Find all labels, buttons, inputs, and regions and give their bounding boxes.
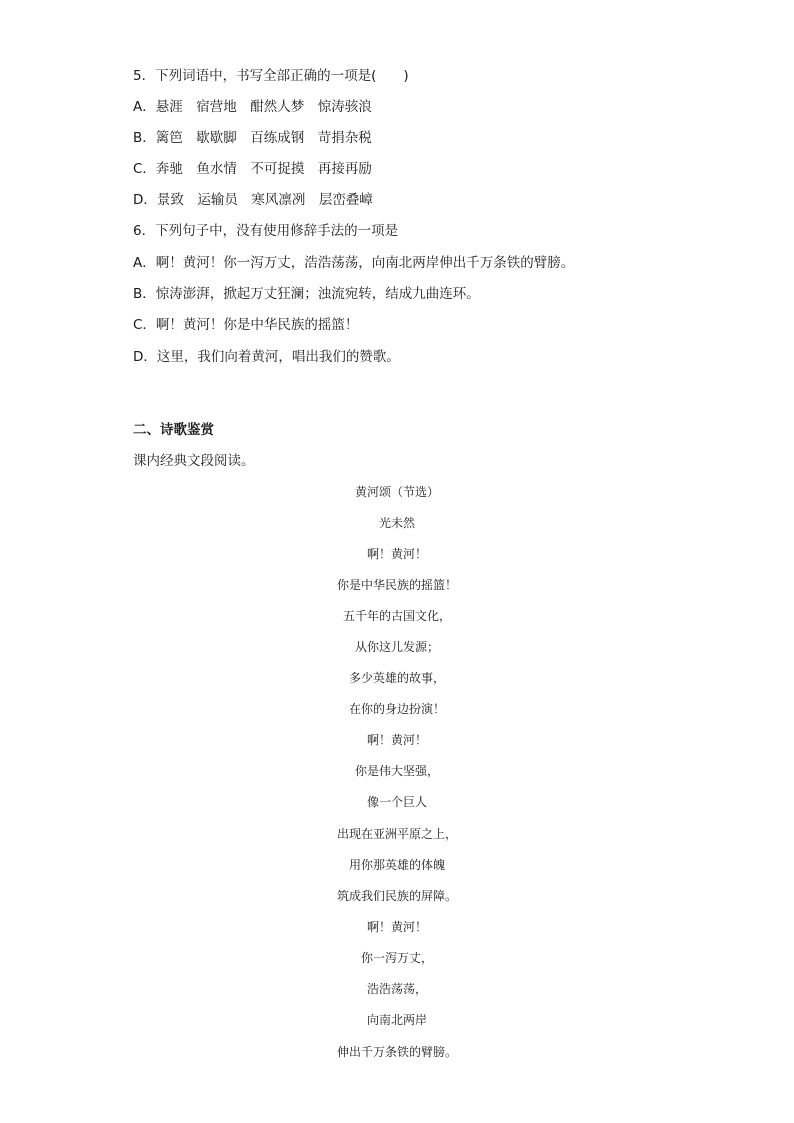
poem-line: 向南北两岸 xyxy=(366,1013,427,1027)
question-6-stem: 6．下列句子中，没有使用修辞手法的一项是 xyxy=(133,223,399,239)
poem-line: 伸出千万条铁的臂膀。 xyxy=(336,1045,457,1059)
question-6-option-d: D．这里，我们向着黄河，唱出我们的赞歌。 xyxy=(133,349,400,365)
question-5-option-b: B．篱笆 歇歇脚 百练成钢 苛捐杂税 xyxy=(133,130,372,146)
poem-line: 啊！黄河！ xyxy=(366,733,427,747)
question-6-option-c: C．啊！黄河！你是中华民族的摇篮！ xyxy=(133,317,359,333)
poem-line: 像一个巨人 xyxy=(366,795,427,809)
poem-line: 啊！黄河！ xyxy=(366,920,427,934)
poem-line: 五千年的古国文化， xyxy=(342,609,451,623)
poem-line: 出现在亚洲平原之上， xyxy=(336,827,457,841)
poem-line: 用你那英雄的体魄 xyxy=(348,858,445,872)
poem-line: 多少英雄的故事， xyxy=(348,671,445,685)
poem-author: 光未然 xyxy=(378,516,415,530)
question-6-option-b: B．惊涛澎湃，掀起万丈狂澜；浊流宛转，结成九曲连环。 xyxy=(133,286,480,302)
poem-line: 在你的身边扮演！ xyxy=(348,702,445,716)
poem-title: 黄河颂（节选） xyxy=(354,485,439,499)
question-5-stem: 5．下列词语中，书写全部正确的一项是( ) xyxy=(133,68,409,84)
section-2-title: 二、诗歌鉴赏 xyxy=(133,422,214,438)
question-5-option-d: D．景致 运输员 寒风凛冽 层峦叠嶂 xyxy=(133,192,373,208)
poem-line: 啊！黄河！ xyxy=(366,547,427,561)
poem-line: 筑成我们民族的屏障。 xyxy=(336,889,457,903)
poem-line: 浩浩荡荡， xyxy=(366,982,427,996)
poem-line: 你一泻万丈， xyxy=(360,951,433,965)
poem-line: 你是伟大坚强， xyxy=(354,764,439,778)
question-5-option-c: C．奔驰 鱼水情 不可捉摸 再接再励 xyxy=(133,161,372,177)
question-5-option-a: A．悬涯 宿营地 酣然人梦 惊涛骇浪 xyxy=(133,99,372,115)
poem-line: 从你这儿发源； xyxy=(354,640,439,654)
question-6-option-a: A．啊！黄河！你一泻万丈，浩浩荡荡，向南北两岸伸出千万条铁的臂膀。 xyxy=(133,255,575,271)
section-2-intro: 课内经典文段阅读。 xyxy=(133,453,255,469)
poem-line: 你是中华民族的摇篮！ xyxy=(336,578,457,592)
